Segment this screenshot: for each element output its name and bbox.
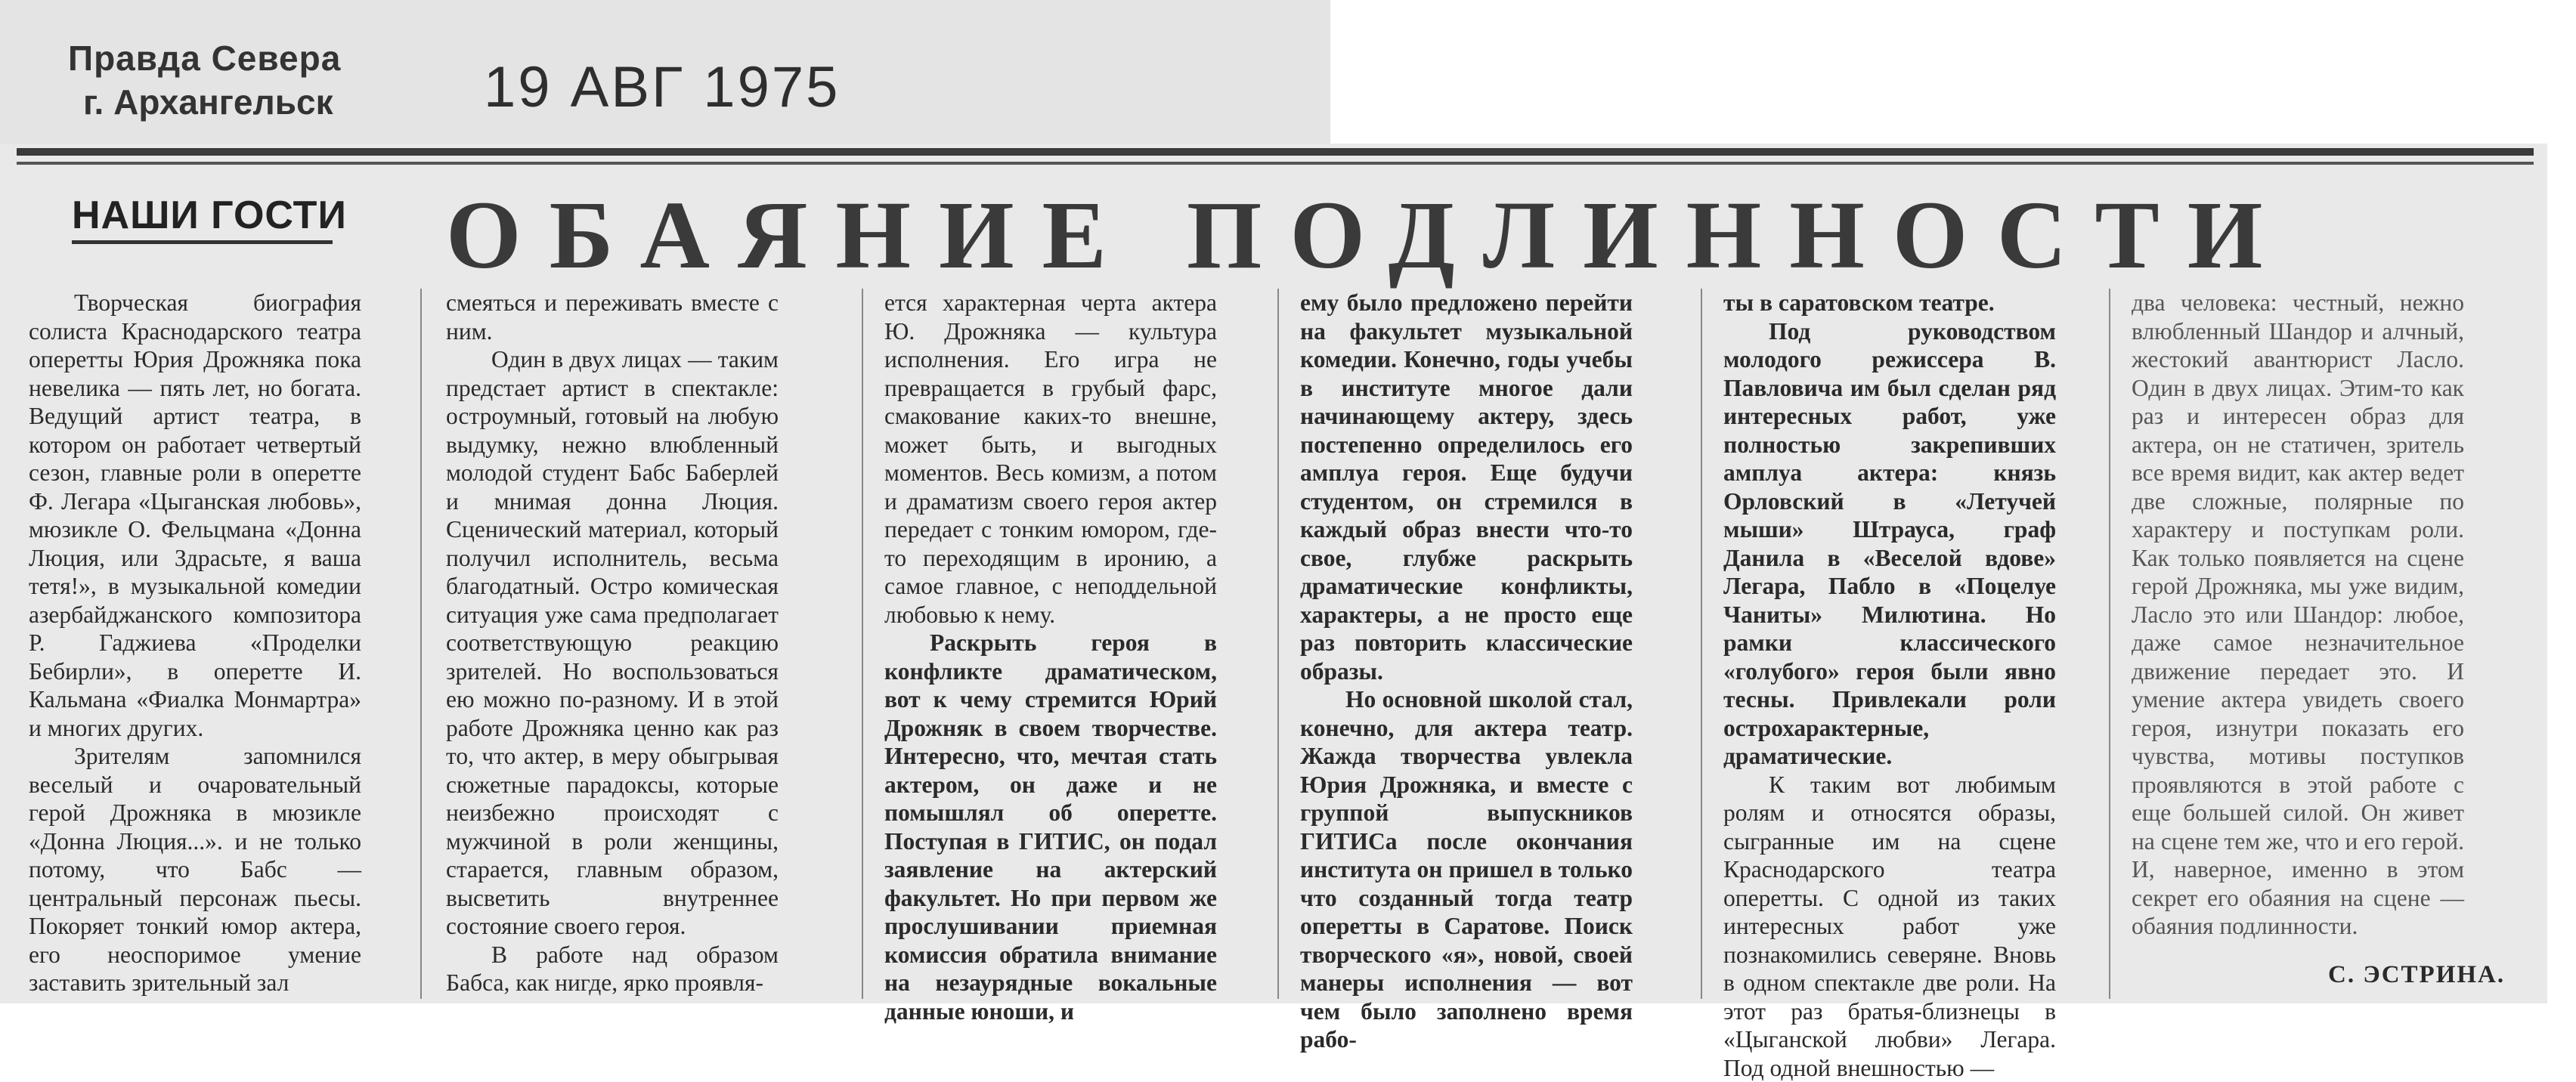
article-column	[884, 289, 1217, 1025]
article-paragraph: К таким вот любимым ролям и относятся образы, сыгранные им на сцене Краснодарского театра оперетты. С одной из таких интересных работ уже познакомились северяне. Вновь в одном спектакле две роли. На этот раз братья-близнецы в «Цыганской любви» Легара. Под одной внешностью —	[1723, 771, 2056, 1082]
article-paragraph: Один в двух лицах — таким предстает артист в спектакле: остроумный, готовый на любую выдумку, нежно влюбленный молодой студент Бабс Баберлей и мнимая донна Люция. Сценический материал, который получил исполнитель, весьма благодатный. Остро комическая ситуация уже сама предполагает соответствующую реакцию зрителей. Но воспользоваться ею можно по-разному. И в этой работе Дрожняка ценно как раз то, что актер, в меру обыгрывая сюжетные парадоксы, которые неизбежно происходят с мужчиной в роли женщины, старается, главным образом, высветить внутреннее состояние своего героя.	[446, 345, 779, 941]
article-paragraph: В работе над образом Бабса, как нигде, ярко проявля-	[446, 941, 779, 997]
article-paragraph: Зрителям запомнился веселый и очаровательный герой Дрожняка в мюзикле «Донна Люция...». и не только потому, что Бабс — центральный персонаж пьесы. Покоряет тонкий юмор актера, его неоспоримое умение заставить зрительный зал	[29, 742, 361, 997]
stamp-date: 19 АВГ 1975	[484, 54, 840, 120]
stamp-newspaper-name: Правда Севера	[68, 38, 341, 79]
article-paragraph: Под руководством молодого режиссера В. Павловича им был сделан ряд интересных работ, уже полностью закрепивших амплуа актера: князь Орловский в «Летучей мыши» Штрауса, граф Данила в «Веселой вдове» Легара, Пабло в «Поцелуе Чаниты» Милютина. Но рамки классического «голубого» героя были явно тесны. Привлекали роли острохарактерные, драматические.	[1723, 317, 2056, 771]
column-divider	[862, 289, 863, 999]
article-paragraph: ты в саратовском театре.	[1723, 289, 2056, 317]
column-divider	[1277, 289, 1279, 999]
article-paragraph: ется характерная черта актера Ю. Дрожняка — культура исполнения. Его игра не превращается в грубый фарс, смакование каких-то внешне, может быть, и выгодных моментов. Весь комизм, а потом и драматизм своего героя актер передает с тонким юмором, где-то переходящим в иронию, а самое главное, с неподдельной любовью к нему.	[884, 289, 1217, 629]
top-rule-thin	[17, 162, 2534, 165]
stamp-city: г. Архангельск	[83, 82, 341, 122]
article-paragraph: Творческая биография солиста Краснодарского театра оперетты Юрия Дрожняка пока невелика — пять лет, но богата. Ведущий артист театра, в котором он работает четвертый сезон, главные роли в оперетте Ф. Легара «Цыганская любовь», мюзикле О. Фельцмана «Донна Люция, или Здрасьте, я ваша тетя!», в музыкальной комедии азербайджанского композитора Р. Гаджиева «Проделки Бебирли», в оперетте И. Кальмана «Фиалка Монмартра» и многих других.	[29, 289, 361, 742]
article-paragraph: смеяться и переживать вместе с ним.	[446, 289, 779, 345]
article-column	[1723, 289, 2056, 1082]
article-column	[2132, 289, 2464, 941]
article-paragraph: ему было предложено перейти на факультет музыкальной комедии. Конечно, годы учебы в институте многое дали начинающему актеру, здесь постепенно определилось его амплуа героя. Еще будучи студентом, он стремился в каждый образ внести что-то свое, глубже раскрыть драматические конфликты, характеры, а не просто еще раз повторить классические образы.	[1300, 289, 1633, 685]
author-signature: С. ЭСТРИНА.	[2328, 961, 2505, 989]
newspaper-stamp	[68, 38, 341, 122]
article-paragraph: Раскрыть героя в конфликте драматическом, вот к чему стремится Юрий Дрожняк в своем творчестве. Интересно, что, мечтая стать актером, он даже и не помышлял об оперетте. Поступая в ГИТИС, он подал заявление на актерский факультет. Но при первом же прослушивании приемная комиссия обратила внимание на незаурядные вокальные данные юноши, и	[884, 629, 1217, 1025]
article-paragraph: Но основной школой стал, конечно, для актера театр. Жажда творчества увлекла Юрия Дрожняка, и вместе с группой выпускников ГИТИСа после окончания института он пришел в только что созданный тогда театр оперетты в Саратове. Поиск творческого «я», новой, своей манеры исполнения — вот чем было заполнено время рабо-	[1300, 685, 1633, 1054]
column-divider	[1701, 289, 1702, 999]
top-rule	[17, 148, 2534, 156]
column-divider	[2109, 289, 2110, 999]
article-paragraph: два человека: честный, нежно влюбленный Шандор и алчный, жестокий авантюрист Ласло. Один в двух лицах. Этим-то как раз и интересен образ для актера, он не статичен, зритель все время видит, как актер ведет две сложные, полярные по характеру и поступкам роли. Как только появляется на сцене герой Дрожняка, мы уже видим, Ласло это или Шандор: любое, даже самое незначительное движение передает это. И умение актера увидеть своего героя, изнутри показать его чувства, мотивы поступков проявляются в этой работе с еще большей силой. Он живет на сцене тем же, что и его герой. И, наверное, именно в этом секрет его обаяния на сцене — обаяния подлинности.	[2132, 289, 2464, 941]
rubric-label: НАШИ ГОСТИ	[72, 193, 347, 238]
article-column	[446, 289, 779, 997]
article-column	[29, 289, 361, 997]
rubric-underline	[72, 240, 333, 244]
article-column	[1300, 289, 1633, 1054]
column-divider	[420, 289, 422, 999]
article-headline: ОБАЯНИЕ ПОДЛИННОСТИ	[446, 180, 2487, 291]
